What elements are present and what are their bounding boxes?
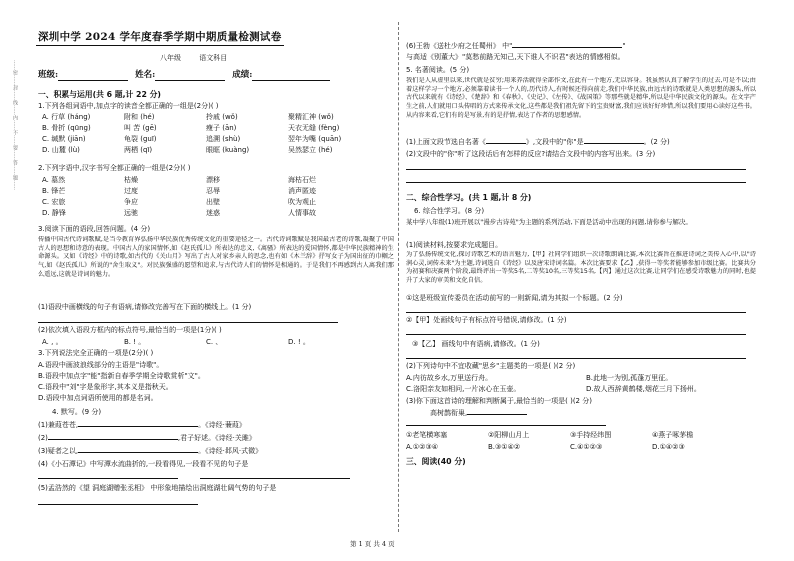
q5a-text: (1)上面文段节选自名著《 [406, 138, 486, 146]
question-1: 1.下列各组词语中,加点字的读音全都正确的一组是(2分)( ) [38, 102, 219, 110]
q5a-text: 》,文段中的"你"是 [525, 138, 584, 146]
q1-option-row-b [42, 124, 370, 133]
exam-subtitle [160, 54, 243, 63]
q2-option: 过度 [124, 187, 138, 195]
question-3: 3.阅读下面的语段,回答问题。(4 分) [38, 225, 151, 233]
q6-material: 为了弘扬传统文化,探讨诗歌艺术的语言魅力,【甲】社同学们组织一次诗歌朗诵比赛,本次比赛旨在推进诗词之美传入心中,以"诗润心灵,词传未来"为主题,诗词选自《诗经》以及唐宋诗词名篇。本次比赛要求【乙】,获得一等奖者能够参加市级比赛。比赛共分为初赛和决赛两个阶段,最终评出一等奖5名,二等奖10名,三等奖15名,【丙】通过这次比赛,让同学们在感受诗歌魅力的同时,也提升了大家的审美和文化自信。 [406, 251, 756, 285]
q4-line-1 [38, 421, 246, 430]
q4-line-3 [38, 447, 262, 456]
q6-part-a: ①这是班级宣传委员在活动前写的一则新闻,请为其拟一个标题。(2 分) [406, 294, 623, 302]
q1-option: 眼眶 (kuàng) [206, 146, 250, 154]
q5a-blank[interactable] [584, 143, 644, 144]
q1-option: D. 山麓 (lù) [42, 146, 80, 154]
q6e-choice: C.④①②③ [570, 443, 603, 451]
q6-part-b: ②【甲】处画线句子有标点符号错误,请修改。(1 分) [406, 316, 567, 324]
q3c-option: B.语段中加点字"能"指新自春季学期全诗歌赏析"文"。 [38, 372, 205, 380]
q3c-option: D.语段中加点词语所使用的都是名词。 [38, 394, 158, 402]
q1-option-row-c [42, 135, 370, 144]
q5-part-2: (2)文段中的"你"听了这段话后有怎样的反应?请结合文段中的内容写出来。(3 分) [406, 150, 656, 158]
q6d-option: C.洛阳亲友如相问,一片冰心在玉壶。 [406, 385, 521, 393]
q3b-option: B. ! 。 [124, 338, 146, 346]
q2-option-row-c [42, 198, 370, 207]
exam-title-text: 深圳中学 2024 学年度春季学期中期质量检测试卷 [38, 31, 282, 43]
q3b-option: C. 、 [206, 338, 223, 346]
q1-option: 天衣无缝 (fèng) [288, 124, 340, 132]
q1-option: 聚精汇神 (wǒ) [288, 113, 334, 121]
q6e-choice: B.③①④② [488, 443, 521, 451]
q6c-answer-line[interactable] [406, 354, 746, 359]
section-1-heading: 一、积累与运用(共 6 题,计 22 分) [38, 90, 161, 99]
q2-option: B. 锋芒 [42, 187, 66, 195]
r-q6-line-1 [406, 42, 626, 51]
page-footer: 第 1 页 共 4 页 [350, 540, 395, 548]
r-q6-text: " [622, 42, 626, 50]
score-field[interactable] [252, 80, 330, 81]
q1-option: 两栖 (qī) [124, 146, 153, 154]
section-2-heading: 二、综合性学习。(共 1 题,计 8 分) [406, 193, 532, 202]
q1-option-row-a [42, 113, 370, 122]
q3c-option: A.语段中画波浪线部分的主语是"诗歌"。 [38, 361, 164, 369]
q6a-answer-line[interactable] [406, 308, 746, 313]
q1-option: 龟裂 (guī) [124, 135, 157, 143]
q3b-option: D. ! 。 [288, 338, 310, 346]
q6e-choice: A.①②③④ [406, 443, 438, 451]
q3-passage [38, 236, 394, 292]
q2-option-row-d [42, 209, 370, 218]
q6e-blank[interactable] [467, 414, 527, 415]
q3-answer-line[interactable] [38, 316, 338, 323]
q5-passage: 我们是人从虚里以来,世代就是贫穷;用来养活就得全部作文,在此有一个地方,无以容身。我虽然认真了解学生的过去,可是不以;由着这样学习一个地方,必须靠着读书一个人的,历代诗人,有时候还得向前走,我们中华民族,由远古的诗歌就是人类思想的源头,所以古代以来就有《诗经》、《楚辞》和《春秋》、《史记》、《左传》、《战国策》等那些就是精华,所以是中华民族文化的源头。在文字产生之前,人们就用口头传唱的方式来传承文化,这些都是我们祖先留下的宝贵财富,我们应该好好珍惜,所以我们要用心读好这些书。从内容来看,它们有的是写景,有的是抒情,表达了作者的思想感情。 [406, 77, 756, 119]
question-5-reading: 5. 名著阅读。(5 分) [406, 66, 470, 74]
q6e-item: ①老笔横寒塞 [406, 431, 448, 439]
q2-option: 忍辱 [206, 187, 220, 195]
q2-option-row-b [42, 187, 370, 196]
q6-part-c: ③【乙】 画线句中有语病,请修改。(1 分) [412, 340, 540, 348]
q2-option: 吹为观止 [288, 198, 316, 206]
q4-prompt: (3)疑者之以, [38, 447, 79, 455]
exam-title [38, 31, 282, 44]
q2-option: D. 静锋 [42, 209, 66, 217]
q4-answer-line[interactable] [38, 498, 198, 505]
q6e-answer-line[interactable] [406, 421, 606, 426]
q2-option: A. 墓然 [42, 176, 66, 184]
q3-part-1: (1)语段中画横线的句子有语病,请修改完善写在下面的横线上。(1 分) [38, 303, 252, 311]
q4-blank[interactable] [78, 452, 198, 453]
q2-option: 争应 [124, 198, 138, 206]
q2-option: 消声匿迹 [288, 187, 316, 195]
q6e-items [406, 431, 734, 440]
q4-answer-line[interactable] [200, 472, 350, 479]
question-6: 6. 综合性学习。(8 分) [414, 207, 485, 215]
q2-option: 人情事故 [288, 209, 316, 217]
q6e-poem-line [430, 409, 527, 418]
q4-prompt: (1)兼葭苍苍, [38, 421, 79, 429]
student-info-row [38, 70, 334, 81]
q5a-text: 。(2 分) [643, 138, 670, 146]
q2-option: 枯燥 [124, 176, 138, 184]
q3b-option: A. , 。 [42, 338, 63, 346]
q6-intro: 某中学八年级(1)班开展以"漫步古诗苑"为主题的系列活动,下面是活动中出现的问题,请你参与解决。 [406, 218, 692, 226]
q4-line-5: (5)孟浩然的《望 洞庭湖赠张丞相》 中形象地描绘出洞庭湖壮阔气势的句子是 [38, 484, 277, 492]
q3-passage-text-2: 对民族强盛的愿望和追求,与古代诗人们的情怀是相通的。于是我们不再感到古人离我们那么遥远,这就是诗词的魅力。 [38, 262, 394, 278]
r-q6-line-2: 与高适《别董大》"莫愁前路无知己,天下谁人不识君"表达的情感相似。 [406, 53, 625, 61]
q6-part-e: (3)你下面这首诗的理解和判断属于,最恰当的一项是( )(2 分) [406, 397, 592, 405]
q6e-choice: D.①④②③ [652, 443, 685, 451]
q2-option: 迷惑 [206, 209, 220, 217]
q6e-item: ②阳柳山月上 [488, 431, 530, 439]
q2-option: 出壁 [206, 198, 220, 206]
q2-option: C. 宏旅 [42, 198, 66, 206]
column-divider [398, 22, 399, 532]
section-3-heading: 三、阅读(40 分) [406, 457, 466, 466]
question-4: 4. 默写。(9 分) [52, 408, 102, 416]
q4-line-2 [38, 434, 256, 443]
subject-label: 语文科目 [199, 54, 228, 62]
q1-option: A. 行草 (háng) [42, 113, 91, 121]
q1-option: 追溯 (shù) [206, 135, 241, 143]
q4-blank[interactable] [48, 439, 178, 440]
q4-line-4: (4)《小石潭记》中写潭水流曲折的,一段看得见,一段看不见的句子是 [38, 460, 249, 468]
q6b-answer-line[interactable] [406, 330, 746, 335]
q3-part-2: (2)依次填入语段方框内的标点符号,最恰当的一项是(1分)( ) [38, 326, 222, 334]
q1-option: B. 骨折 (qūng) [42, 124, 91, 132]
q2-option: 海枯石烂 [288, 176, 316, 184]
q4-source: 。《诗经·邶风·式微》 [198, 447, 263, 455]
q4-source: ,君子好逑。《诗经·关雎》 [177, 434, 256, 442]
q5-answer-line[interactable] [406, 178, 746, 183]
q1-option: 附和 (hé) [124, 113, 155, 121]
score-label: 成绩: [232, 70, 253, 80]
q6e-poem: 高树鹊衔巢, [430, 409, 468, 417]
q3-part-3: 3.下列说法完全正确的一项是(2分)( ) [38, 349, 154, 357]
question-2: 2.下列字语中,汉字书写全都正确的一组是(2分)( ) [38, 164, 191, 172]
q6d-option: D.故人西辞黄鹤楼,烟花三月下扬州。 [586, 385, 701, 393]
q5-part-1 [406, 138, 670, 147]
r-q6-blank[interactable] [512, 47, 622, 48]
q4-answer-line[interactable] [38, 472, 178, 479]
name-field[interactable] [155, 80, 225, 81]
q1-option: 瘦子 (ān) [206, 124, 237, 132]
r-q6-text: (6)王勃《送杜少府之任蜀州》 中" [406, 42, 513, 50]
q1-option: 吴然瑟立 (hé) [288, 146, 333, 154]
grade-label: 八年级 [160, 54, 181, 62]
q4-blank[interactable] [78, 426, 198, 427]
name-label: 姓名: [135, 70, 156, 80]
class-label: 班级: [38, 70, 59, 80]
q5-answer-line[interactable] [406, 165, 746, 170]
q2-option-row-a [42, 176, 370, 185]
class-field[interactable] [58, 80, 128, 81]
q4-prompt: (2) [38, 434, 48, 442]
q3-part-2-options [42, 338, 370, 347]
q6d-option: B.此地一为别,孤蓬万里征。 [586, 374, 673, 382]
q6e-choices [406, 443, 734, 452]
seal-line-text: ……密……封……线……内……不……要……答……题…… [12, 60, 18, 190]
q6d-option: A.内彷故乡水,万里送行舟。 [406, 374, 493, 382]
q6e-item: ④燕子啄茅檐 [652, 431, 694, 439]
q1-option: 叫 苦 (gē) [124, 124, 157, 132]
q6-sub-1: (1)阅读材料,按要求完成题目。 [406, 241, 503, 249]
q2-option: 漂移 [206, 176, 220, 184]
q3c-option: C.语段中"刘"字是象形字,其本义是指秋天。 [38, 383, 173, 391]
q6e-item: ③手持经纬图 [570, 431, 612, 439]
q1-option: 翌年为嘴 (quān) [288, 135, 342, 143]
q5a-blank[interactable] [486, 143, 526, 144]
q3-passage-text: 传播中国古代诗词歌赋,是当今教育界弘扬中华民族优秀传统文化的重要途径之一。古代诗词歌赋是我国最古老的诗歌,凝聚了中国古人的思想和诗意的表现。中国古人的家国情怀,如《赵氏孤儿》所表达的忠义,《离骚》所表达的爱国情怀,都是中华民族精神的生命源头。又如《诗经》中的诗歌,如古代的《关山月》写出了古人对家乡亲人的思念,也有如《木兰辞》抒写女子为国出征的巾帼之气,如《赵氏孤儿》所说的"舍生取义"。 [38, 236, 394, 270]
q2-option: 远驰 [124, 209, 138, 217]
q1-option: 拎戚 (wǒ) [206, 113, 238, 121]
q6-part-d: (2)下列诗句中不宜收藏"思乡"主题类的一项是( )(2 分) [406, 362, 576, 370]
q4-source: 。《诗经·蒹葭》 [198, 421, 246, 429]
q1-option: C. 缄默 (jiān) [42, 135, 86, 143]
q1-option-row-d [42, 146, 370, 155]
